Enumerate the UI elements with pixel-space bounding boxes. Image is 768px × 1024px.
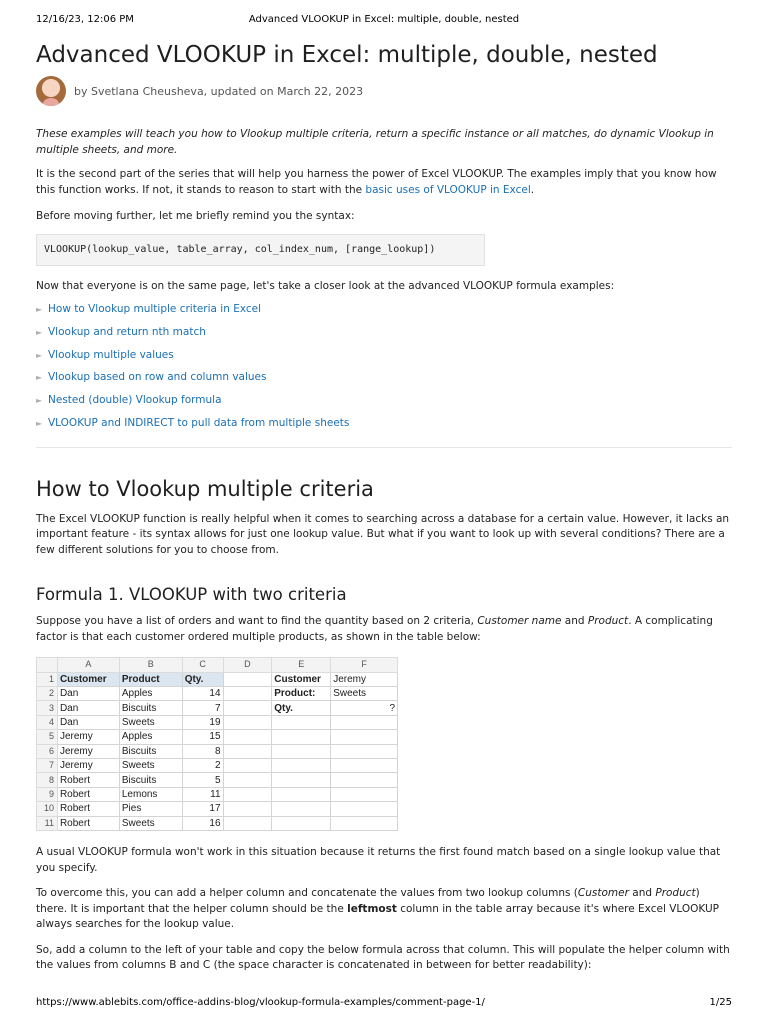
cell: Robert [57,787,119,801]
cell: Dan [57,687,119,701]
toc-item[interactable]: ► Vlookup multiple values [36,348,174,361]
basic-vlookup-link[interactable]: basic uses of VLOOKUP in Excel [365,183,531,196]
cell: Dan [57,701,119,715]
cell: 5 [182,773,223,787]
cell [223,672,272,686]
table-of-contents [36,302,732,439]
table-row [37,715,398,729]
cell: Product: [272,687,331,701]
cell [331,744,398,758]
cell: Apples [119,730,182,744]
author-avatar[interactable] [36,76,66,106]
cell [272,744,331,758]
cell [223,715,272,729]
row-number: 3 [37,701,58,715]
cell [272,730,331,744]
byline [36,74,732,108]
cell [223,787,272,801]
paragraph: To overcome this, you can add a helper column and concatenate the values from two lookup columns (Customer and Product) there. It is important that the helper column should be the leftmost column in the table array because it's where Excel VLOOKUP always searches for the lookup value. [36,887,720,931]
cell: 11 [182,787,223,801]
row-number: 6 [37,744,58,758]
row-number: 2 [37,687,58,701]
cell: Customer [57,672,119,686]
cell [223,744,272,758]
column-header: E [272,658,331,672]
cell [272,715,331,729]
section-divider [36,447,732,448]
cell [272,787,331,801]
cell: ? [331,701,398,715]
triangle-icon: ► [36,350,43,360]
column-header: B [119,658,182,672]
toc-item[interactable]: ► Vlookup based on row and column values [36,371,267,384]
cell [272,773,331,787]
toc-item[interactable]: ► VLOOKUP and INDIRECT to pull data from multiple sheets [36,416,350,429]
row-number: 5 [37,730,58,744]
row-number: 8 [37,773,58,787]
table-row [37,687,398,701]
paragraph: A usual VLOOKUP formula won't work in this situation because it returns the first found match based on a single lookup value that you specify. [36,846,721,874]
table-row [37,787,398,801]
cell: 16 [182,816,223,830]
cell [223,687,272,701]
row-number: 9 [37,787,58,801]
print-page-title: Advanced VLOOKUP in Excel: multiple, double, nested [248,14,520,25]
cell: Biscuits [119,701,182,715]
cell [223,701,272,715]
toc-item[interactable]: ► Nested (double) Vlookup formula [36,394,222,407]
column-header: D [223,658,272,672]
section-heading: How to Vlookup multiple criteria [36,476,374,501]
row-number: 4 [37,715,58,729]
row-number: 1 [37,672,58,686]
table-row [37,744,398,758]
cell [223,816,272,830]
cell [331,787,398,801]
cell [223,730,272,744]
cell [223,802,272,816]
cell: Jeremy [331,672,398,686]
intro-paragraph: These examples will teach you how to Vlookup multiple criteria, return a specific instance or all matches, do dynamic Vlookup in multiple sheets, and more. [36,128,714,156]
article [36,40,732,974]
cell [272,759,331,773]
cell: Qty. [182,672,223,686]
formula1-paragraph: Suppose you have a list of orders and want to find the quantity based on 2 criteria, Customer name and Product. A complicating factor is that each customer ordered multiple products, as shown in the table below: [36,615,713,643]
cell: Robert [57,773,119,787]
cell [331,773,398,787]
cell: 7 [182,701,223,715]
page-title: Advanced VLOOKUP in Excel: multiple, double, nested [36,42,658,68]
cell [331,759,398,773]
print-page-number: 1/25 [709,997,732,1008]
column-header: C [182,658,223,672]
triangle-icon: ► [36,305,43,314]
cell: Pies [119,802,182,816]
cell [223,773,272,787]
section-paragraph: The Excel VLOOKUP function is really helpful when it comes to searching across a database for a certain value. However, it lacks an important feature - its syntax allows for just one lookup value. But what if you want to look up with several conditions? There are a few different solutions for you to choose from. [36,512,730,556]
print-url: https://www.ablebits.com/office-addins-blog/vlookup-formula-examples/comment-page-1/ [36,997,485,1008]
examples-intro: Now that everyone is on the same page, let's take a closer look at the advanced VLOOKUP formula examples: [36,279,615,292]
row-number: 7 [37,759,58,773]
paragraph: So, add a column to the left of your table and copy the below formula across that column. This will populate the helper column with the values from columns B and C (the space character is concatenated in between for better readability): [36,943,730,972]
corner-cell [37,658,58,672]
table-row [37,802,398,816]
cell: Sweets [119,759,182,773]
row-number: 10 [37,802,58,816]
cell [331,802,398,816]
cell: Product [119,672,182,686]
table-row [37,730,398,744]
toc-item[interactable]: ► Vlookup and return nth match [36,325,206,338]
cell: 14 [182,687,223,701]
print-datetime: 12/16/23, 12:06 PM [36,14,134,25]
triangle-icon: ► [36,418,43,428]
table-row [37,701,398,715]
cell: Lemons [119,787,182,801]
syntax-intro: Before moving further, let me briefly remind you the syntax: [36,210,355,222]
cell: Biscuits [119,773,182,787]
cell: Jeremy [57,759,119,773]
column-header-row [37,658,398,672]
cell: Robert [57,816,119,830]
cell: Sweets [119,816,182,830]
triangle-icon: ► [36,327,43,337]
cell: Apples [119,687,182,701]
triangle-icon: ► [36,396,43,406]
cell: 15 [182,730,223,744]
spreadsheet-table [36,657,398,831]
cell: Jeremy [57,730,119,744]
cell [331,715,398,729]
cell: Sweets [119,715,182,729]
toc-item[interactable]: ► How to Vlookup multiple criteria in Excel [36,303,262,315]
row-number: 11 [37,816,58,830]
cell [272,802,331,816]
cell [331,730,398,744]
cell: 8 [182,744,223,758]
cell: Dan [57,715,119,729]
cell [272,816,331,830]
cell: Biscuits [119,744,182,758]
cell [331,816,398,830]
cell: Qty. [272,701,331,715]
cell: Sweets [331,687,398,701]
print-header [36,14,732,28]
cell: 2 [182,759,223,773]
cell: Robert [57,802,119,816]
column-header: A [57,658,119,672]
byline-text: by Svetlana Cheusheva, updated on March 22, 2023 [74,84,364,98]
series-paragraph: It is the second part of the series that will help you harness the power of Excel VLOOKUP. The examples imply that you know how this function works. If not, it stands to reason to start with the basic uses of VLOOKUP in Excel. [36,168,717,196]
cell: 17 [182,802,223,816]
cell: Jeremy [57,744,119,758]
table-row [37,773,398,787]
syntax-code: VLOOKUP(lookup_value, table_array, col_index_num, [range_lookup]) [36,234,485,266]
cell [223,759,272,773]
cell: 19 [182,715,223,729]
spreadsheet-image [36,657,398,835]
subsection-heading: Formula 1. VLOOKUP with two criteria [36,585,347,605]
triangle-icon: ► [36,373,43,383]
table-row [37,759,398,773]
cell: Customer [272,672,331,686]
print-footer [36,997,732,1011]
table-row [37,672,398,686]
table-row [37,816,398,830]
column-header: F [331,658,398,672]
